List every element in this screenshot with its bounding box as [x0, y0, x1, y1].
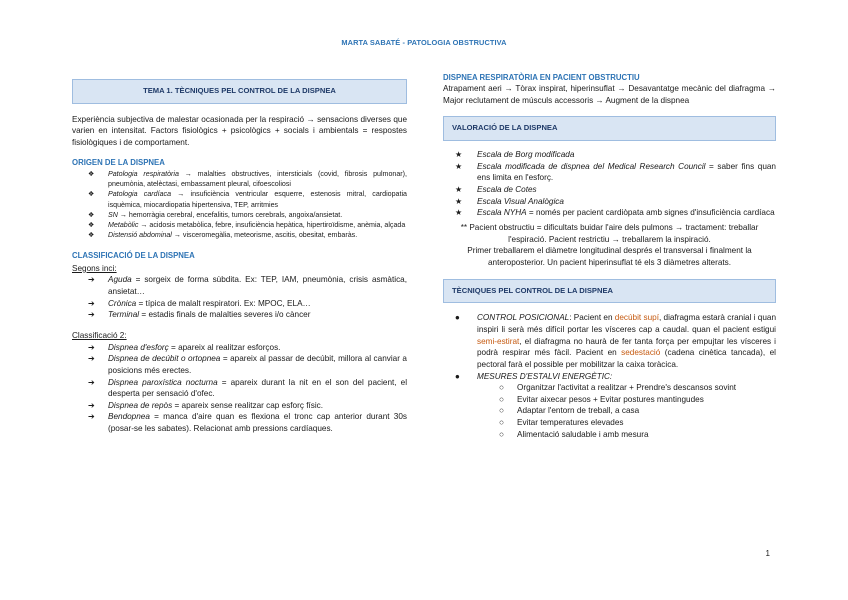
- origen-item: ❖ Metabòlic → acidosis metabòlica, febre, insuficiència hepàtica, hipertiroïdisme, anèmia, alçada: [88, 221, 406, 230]
- list-item: ○ Organitzar l'activitat a realitzar + Prendre's descansos sovint: [499, 383, 737, 393]
- list-item: ○ Evitar aixecar pesos + Evitar postures mantingudes: [499, 394, 704, 404]
- circle-bullet-icon: ○: [499, 418, 504, 428]
- obstructiu-note: ** Pacient obstructiu = dificultats buidar l'aire dels pulmons → tractament: treballar l'espiració. Pacient restrictiu → treballarem la inspiració.: [460, 222, 759, 244]
- dispnea-obstructiu-heading: DISPNEA RESPIRATÒRIA EN PACIENT OBSTRUCTIU: [443, 73, 640, 82]
- circle-bullet-icon: ○: [499, 383, 504, 393]
- arrow-bullet-icon: ➔: [88, 412, 95, 422]
- valoracio-list: [443, 149, 776, 219]
- mesures-sublist: [455, 382, 776, 440]
- mesures-estalvi-item: ● MESURES D'ESTALVI ENERGÈTIC:: [455, 371, 613, 381]
- list-item: ★ Escala de Cotes: [455, 185, 537, 195]
- arrow-bullet-icon: ➔: [88, 342, 95, 352]
- circle-bullet-icon: ○: [499, 429, 504, 439]
- diamond-bullet-icon: ❖: [88, 210, 95, 219]
- diamond-bullet-icon: ❖: [88, 169, 95, 178]
- page-header: MARTA SABATÉ - PATOLOGIA OBSTRUCTIVA: [341, 38, 507, 47]
- diamond-bullet-icon: ❖: [88, 221, 95, 230]
- list-item: ➔ Terminal = estadis finals de malalties severes i/o càncer: [88, 310, 311, 320]
- arrow-bullet-icon: ➔: [88, 354, 95, 364]
- dot-bullet-icon: ●: [455, 313, 460, 323]
- star-bullet-icon: ★: [455, 161, 463, 171]
- list-item: ★ Escala de Borg modificada: [455, 150, 575, 160]
- right-column: [443, 72, 776, 440]
- control-posicional-item: ● CONTROL POSICIONAL: Pacient en decúbit supí, diafragma estarà cranial i quan inspiri li serà més difícil portar les vísceres cap a caudal. quan el pacient estigui semi-estirat, el diafragma no haurà de fer tanta força per empujtar les vísceres i podrà respirar més fàcil. Pacient en sedestació (cadena cinètica tancada), el pectoral farà el possible per mobilitzar la caixa toràcica.: [455, 313, 777, 369]
- diametres-note: Primer treballarem el diàmetre longitudinal després el transversal i finalment la anteroposterior. Un pacient hiperinsuflat té els 3 diàmetres alterats.: [467, 246, 752, 267]
- star-bullet-icon: ★: [455, 196, 463, 206]
- list-item: ★ Escala modificada de dispnea del Medical Research Council = saber fins quan ens limita en l'esforç.: [455, 161, 776, 183]
- tema-title-box: TEMA 1. TÈCNIQUES PEL CONTROL DE LA DISPNEA: [72, 79, 407, 104]
- page-number: 1: [765, 549, 770, 558]
- classificacio2-list: [72, 342, 407, 435]
- origen-heading: ORIGEN DE LA DISPNEA: [72, 157, 165, 167]
- segons-inici-list: [72, 274, 407, 321]
- classificacio-heading: CLASSIFICACIÓ DE LA DISPNEA: [72, 250, 195, 260]
- intro-paragraph: Experiència subjectiva de malestar ocasionada per la respiració → sensacions diverses que varien en intensitat. Factors fisiològics + psicològics + socials i ambientals = respostes fisiològiques i de comportament.: [72, 114, 407, 148]
- origen-item: ❖ Patologia cardíaca → insuficiència ventricular esquerre, estenosis mitral, cardiopatia isquèmica, miocardiopatia hipertensiva, TEP, arritmies: [88, 190, 407, 209]
- list-item: ➔ Dispnea paroxística nocturna = apareix durant la nit en el son del pacient, el desperta per sensació d'ofec.: [88, 377, 408, 399]
- arrow-bullet-icon: ➔: [88, 310, 95, 320]
- dispnea-obstructiu-text: Atrapament aeri → Tòrax inspirat, hiperinsuflat → Desavantatge mecànic del diafragma → Major reclutament de músculs accessoris → Augment de la dispnea: [443, 84, 776, 105]
- arrow-bullet-icon: ➔: [88, 377, 95, 387]
- origen-list: [72, 169, 407, 241]
- star-bullet-icon: ★: [455, 185, 463, 195]
- arrow-bullet-icon: ➔: [88, 298, 95, 308]
- circle-bullet-icon: ○: [499, 406, 504, 416]
- list-item: ○ Alimentació saludable i amb mesura: [499, 429, 649, 439]
- list-item: ➔ Aguda = sorgeix de forma sùbdita. Ex: TEP, IAM, pneumònia, crisis asmàtica, ansietat…: [88, 275, 407, 297]
- segons-inici-label: Segons inci:: [72, 263, 117, 273]
- list-item: ➔ Dispnea de repòs = apareix sense realitzar cap esforç físic.: [88, 400, 324, 410]
- tecniques-list: [443, 312, 776, 440]
- origen-item: ❖ SN → hemorràgia cerebral, encefalitis, tumors cerebrals, angoixa/ansietat.: [88, 210, 343, 219]
- diamond-bullet-icon: ❖: [88, 190, 95, 199]
- list-item: ➔ Bendopnea = manca d'aire quan es flexiona el tronc cap anterior durant 30s (posar-se les sabates). Relacionat amb pressions cardíaques.: [88, 412, 407, 434]
- left-column: [72, 72, 407, 435]
- classificacio2-label: Classificació 2:: [72, 331, 127, 340]
- arrow-bullet-icon: ➔: [88, 400, 95, 410]
- dot-bullet-icon: ●: [455, 371, 460, 381]
- list-item: ★ Escala Visual Analògica: [455, 196, 564, 206]
- star-bullet-icon: ★: [455, 150, 463, 160]
- tecniques-title-box: TÈCNIQUES PEL CONTROL DE LA DISPNEA: [443, 279, 776, 304]
- list-item: ★ Escala NYHA = només per pacient cardiòpata amb signes d'insuficiència cardíaca: [455, 208, 775, 218]
- valoracio-title-box: VALORACIÓ DE LA DISPNEA: [443, 116, 776, 141]
- arrow-bullet-icon: ➔: [88, 275, 95, 285]
- origen-item: ❖ Distensió abdominal → visceromegàlia, meteorisme, ascitis, obesitat, embaràs.: [88, 231, 358, 240]
- list-item: ➔ Crònica = típica de malalt respiratori. Ex: MPOC, ELA…: [88, 298, 311, 308]
- circle-bullet-icon: ○: [499, 394, 504, 404]
- list-item: ○ Adaptar l'entorn de treball, a casa: [499, 406, 640, 416]
- list-item: ➔ Dispnea d'esforç = apareix al realitzar esforços.: [88, 342, 281, 352]
- star-bullet-icon: ★: [455, 208, 463, 218]
- origen-item: ❖ Patologia respiratòria → malalties obstructives, intersticials (covid, fibrosis pulmonar), pneumònia, atelèctasi, embassament pleural, cifoescoliosi: [88, 169, 407, 189]
- list-item: ➔ Dispnea de decúbit o ortopnea = apareix al passar de decúbit, millora al canviar a posicions més erectes.: [88, 354, 407, 375]
- list-item: ○ Evitar temperatures elevades: [499, 418, 624, 428]
- diamond-bullet-icon: ❖: [88, 231, 95, 240]
